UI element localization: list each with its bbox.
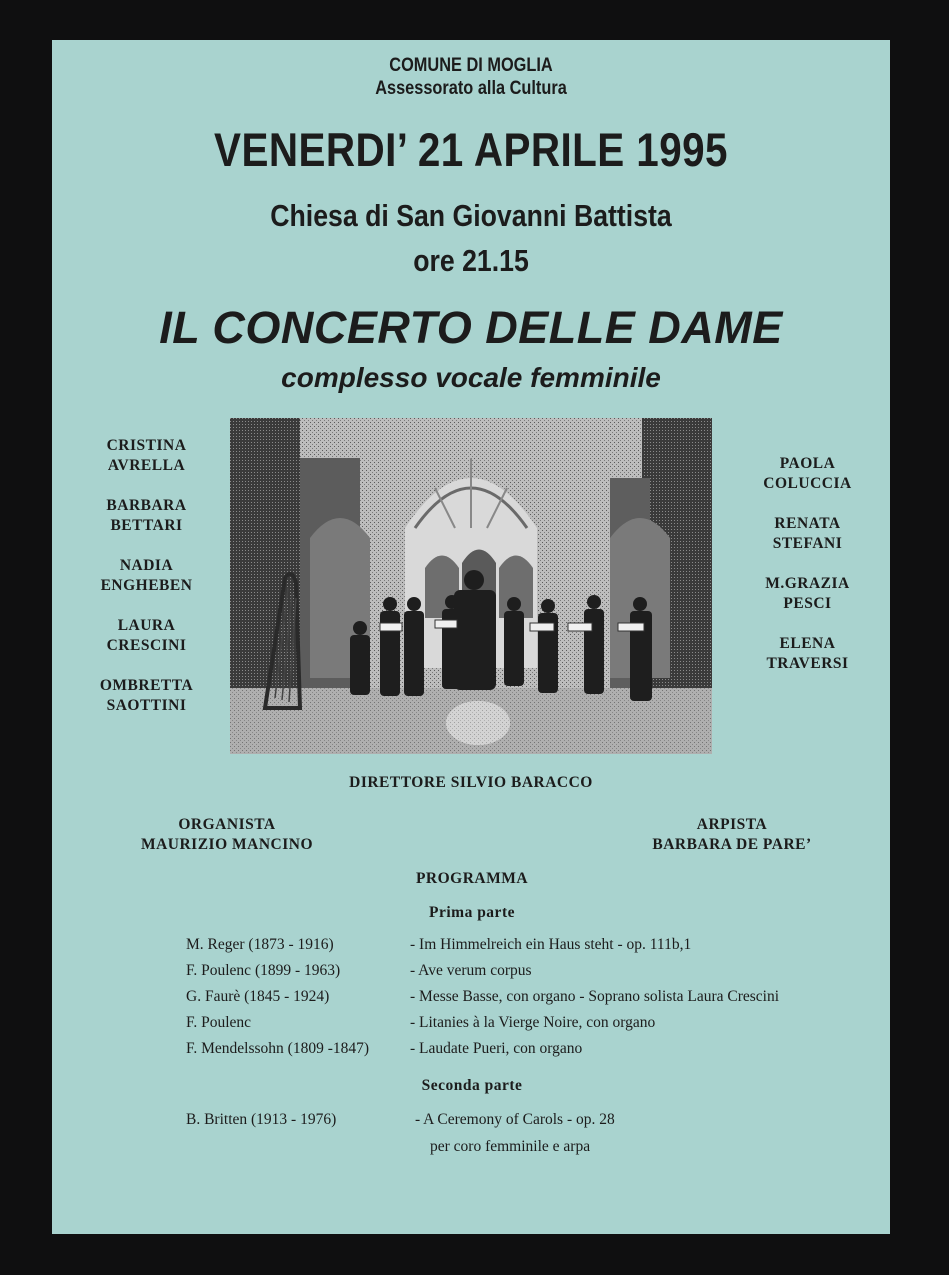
harpist-block xyxy=(622,815,842,855)
singer-first-name: NADIA xyxy=(119,557,174,574)
singer-last-name: AVRELLA xyxy=(107,457,186,474)
singer-first-name: RENATA xyxy=(774,515,841,532)
choir-photo-image xyxy=(230,418,712,754)
harpist-role: ARPISTA xyxy=(696,816,768,833)
singer-name xyxy=(74,616,219,676)
director-line: DIRETTORE SILVIO BARACCO xyxy=(349,774,593,791)
work: - Messe Basse, con organo - Soprano solista Laura Crescini xyxy=(410,988,780,1005)
singer-last-name: ENGHEBEN xyxy=(100,577,193,594)
work: - Im Himmelreich ein Haus steht - op. 111b,1 xyxy=(410,936,692,953)
composer: F. Poulenc xyxy=(186,1014,252,1031)
singer-name xyxy=(740,514,875,574)
concert-subtitle: complesso vocale femminile xyxy=(281,362,661,393)
composer: G. Faurè (1845 - 1924) xyxy=(186,988,330,1005)
singer-last-name: PESCI xyxy=(783,595,832,612)
first-part-composers xyxy=(186,932,369,1062)
singer-name xyxy=(740,634,875,694)
composer: F. Mendelssohn (1809 -1847) xyxy=(186,1040,370,1057)
singer-first-name: CRISTINA xyxy=(106,437,187,454)
singer-name xyxy=(74,676,219,736)
singer-first-name: BARBARA xyxy=(106,497,187,514)
second-part-heading: Seconda parte xyxy=(421,1077,523,1094)
singer-name xyxy=(74,556,219,616)
singer-name xyxy=(740,454,875,514)
work: - Litanies à la Vierge Noire, con organo xyxy=(410,1014,656,1031)
event-date: VENERDI’ 21 APRILE 1995 xyxy=(214,123,728,176)
singer-first-name: ELENA xyxy=(779,635,836,652)
composer: F. Poulenc (1899 - 1963) xyxy=(186,962,341,979)
organist-role: ORGANISTA xyxy=(178,816,276,833)
singer-name xyxy=(74,436,219,496)
singer-last-name: SAOTTINI xyxy=(106,697,187,714)
first-part-heading: Prima parte xyxy=(429,904,515,921)
concert-title: IL CONCERTO DELLE DAME xyxy=(159,302,783,353)
first-part-works xyxy=(410,932,779,1062)
choir-photo xyxy=(230,418,712,754)
singers-left-list xyxy=(74,436,219,736)
singer-name xyxy=(740,574,875,634)
singer-last-name: TRAVERSI xyxy=(766,655,849,672)
singer-first-name: LAURA xyxy=(117,617,176,634)
singers-right-list xyxy=(740,454,875,694)
composer: M. Reger (1873 - 1916) xyxy=(186,936,334,953)
singer-first-name: OMBRETTA xyxy=(99,677,194,694)
work: - A Ceremony of Carols - op. 28 xyxy=(415,1111,615,1128)
work: - Ave verum corpus xyxy=(410,962,532,979)
event-place: Chiesa di San Giovanni Battista xyxy=(270,198,672,233)
assessorato-title: Assessorato alla Cultura xyxy=(375,78,567,99)
singer-first-name: PAOLA xyxy=(779,455,836,472)
harpist-name: BARBARA DE PARE’ xyxy=(652,836,812,853)
work: - Laudate Pueri, con organo xyxy=(410,1040,583,1057)
comune-title: COMUNE DI MOGLIA xyxy=(389,55,553,76)
work-note: per coro femminile e arpa xyxy=(430,1138,591,1155)
event-time: ore 21.15 xyxy=(413,243,529,278)
singer-last-name: CRESCINI xyxy=(106,637,187,654)
singer-last-name: COLUCCIA xyxy=(763,475,852,492)
programme-heading: PROGRAMMA xyxy=(415,870,529,887)
singer-name xyxy=(74,496,219,556)
organist-name: MAURIZIO MANCINO xyxy=(140,836,314,853)
singer-first-name: M.GRAZIA xyxy=(765,575,850,592)
organist-block xyxy=(122,815,332,855)
singer-last-name: BETTARI xyxy=(110,517,183,534)
composer: B. Britten (1913 - 1976) xyxy=(186,1111,337,1128)
poster-sheet xyxy=(52,40,890,1234)
singer-last-name: STEFANI xyxy=(772,535,843,552)
